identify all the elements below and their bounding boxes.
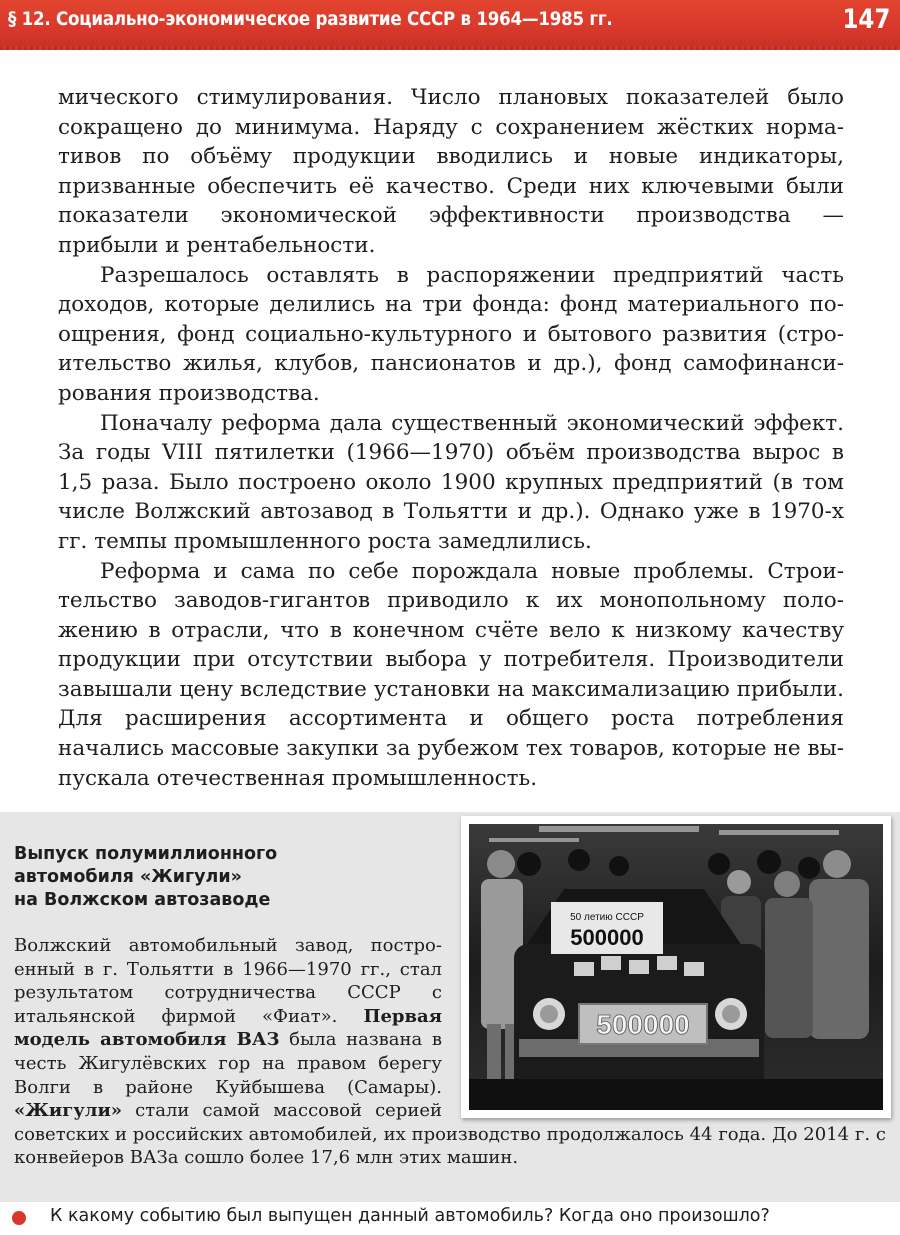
photo-illustration bbox=[469, 824, 883, 1110]
photo-frame bbox=[461, 816, 891, 1118]
sign-top-text: 50 летию СССР bbox=[570, 912, 644, 923]
sidebar-heading-line: автомобиля «Жигули» bbox=[14, 867, 242, 887]
zhiguli-photo bbox=[469, 824, 883, 1110]
sign-number-text: 500000 bbox=[570, 925, 644, 950]
front-plate bbox=[579, 1004, 707, 1044]
sidebar-heading bbox=[14, 843, 454, 912]
sidebar-heading-line: Выпуск полумиллионного bbox=[14, 844, 278, 864]
chapter-title: § 12. Социально-экономическое развитие СССР в 1964—1985 гг. bbox=[8, 8, 613, 30]
caption-bold-text: «Жигули» bbox=[14, 1100, 123, 1122]
paragraph-1: мического стимулирования. Число плановых показателей было сокращено до минимума. Наряду с сохранением жёстких нормативов по объёму продукции вводились и новые индикаторы, призванные обеспечить её качество. Среди них ключевыми были показатели экономической эффективности производства — прибыли и рентабельности. bbox=[58, 85, 844, 258]
page-number: 147 bbox=[842, 4, 890, 35]
sidebar-heading-line: на Волжском автозаводе bbox=[14, 890, 271, 910]
question-text: К какому событию был выпущен данный автомобиль? Когда оно произошло? bbox=[50, 1206, 770, 1226]
paragraph-2: Разрешалось оставлять в распоряжении предприятий часть доходов, которые делились на три фонда: фонд материального поощрения, фонд социально-культурного и бытового развития (строительство жилья, клубов, пансионатов и др.), фонд самофинансирования производства. bbox=[58, 262, 844, 406]
paragraph-3: Поначалу реформа дала существенный экономический эффект. За годы VIII пятилетки (1966—1970) объём производства вырос в 1,5 раза. Было построено около 1900 крупных предприятий (в том числе Волжский автозавод в Тольятти и др.). Однако уже в 1970-х гг. темпы промышленного роста замедлились. bbox=[58, 410, 844, 554]
red-bullet-icon bbox=[12, 1211, 26, 1225]
caption-text-part: стали самой массовой серией советских и российских автомобилей, их производство продолжалось 44 года. До 2014 г. с конвейеров ВАЗа сошло более 17,6 млн этих машин. bbox=[14, 1100, 886, 1169]
windshield-sign bbox=[551, 902, 663, 954]
main-text bbox=[58, 83, 844, 793]
page-header bbox=[0, 0, 900, 50]
paragraph-4: Реформа и сама по себе порождала новые проблемы. Строительство заводов-гигантов приводило к их монопольному положению в отрасли, что в конечном счёте вело к низкому качеству продукции при отсутствии выбора у потребителя. Производители завышали цену вследствие установки на максимализацию прибыли. Для расширения ассортимента и общего роста потребления начались массовые закупки за рубежом тех товаров, которые не выпускала отечественная промышленность. bbox=[58, 558, 844, 791]
caption-text-part: Волжский автомобильный завод, построенный в г. Тольятти в 1966—1970 гг., стал результатом сотрудничества СССР с итальянской фирмой «Фиат». bbox=[14, 935, 442, 1027]
caption-bold-text: Первая модель автомобиля ВАЗ bbox=[14, 1005, 442, 1051]
caption-text-part: была названа в честь Жигулёвских гор на правом берегу Волги в районе Куйбышева (Самары). bbox=[14, 1029, 442, 1098]
plate-number-text: 500000 bbox=[596, 1009, 690, 1040]
question-row bbox=[0, 1203, 900, 1235]
